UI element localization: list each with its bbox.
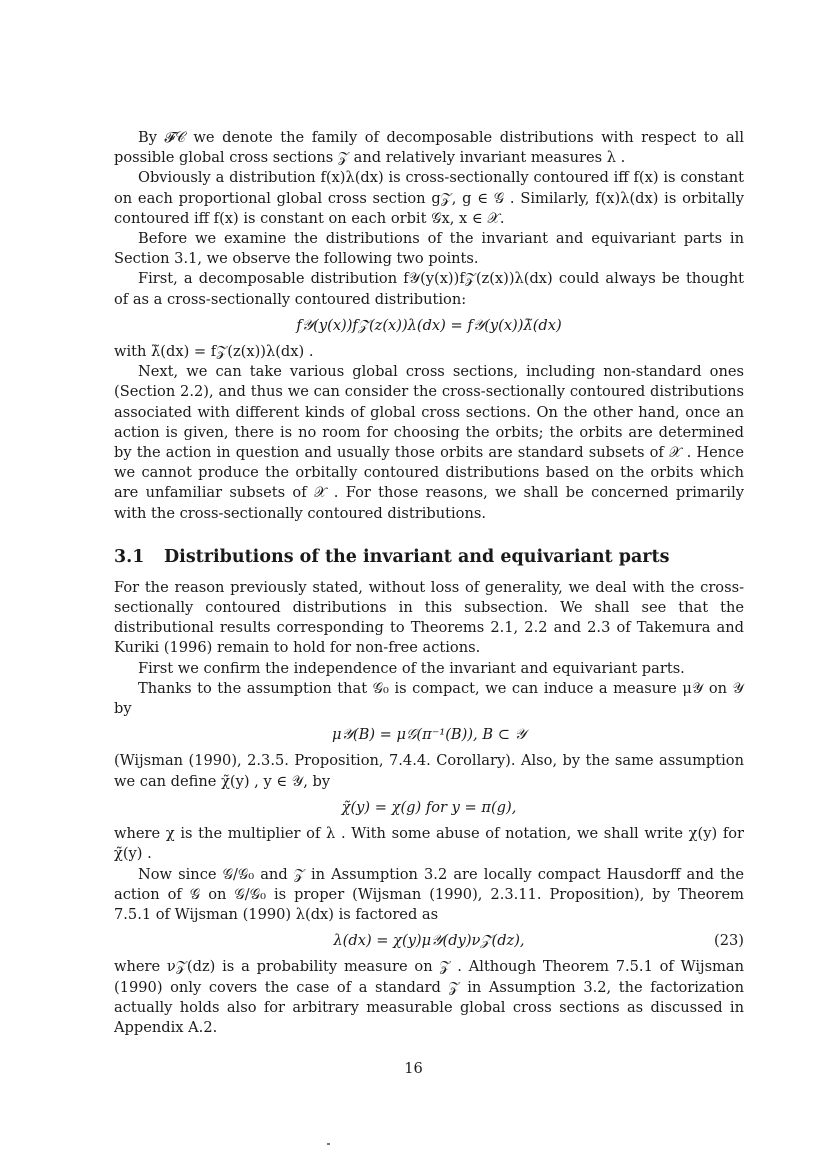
paragraph: Obviously a distribution f(x)λ(dx) is cross-sectionally contoured iff f(x) is constant on each proportional global cross section g𝒵, g ∈ 𝒢 . Similarly, f(x)λ(dx) is orbitally contoured iff f(x) is constant on each orbit 𝒢x, x ∈ 𝒳. [114,169,744,227]
paragraph: where ν𝒵(dz) is a probability measure on 𝒵 . Although Theorem 7.5.1 of Wijsman (1990) only covers the case of a standard 𝒵 in Assumption 3.2, the factorization actually holds also for arbitrary measurable global cross sections as discussed in Appendix A.2. [114,958,744,1036]
paragraph: Next, we can take various global cross sections, including non-standard ones (Section 2.2), and thus we can consider the cross-sectionally contoured distributions associated with different kinds of global cross sections. On the other hand, once an action is given, there is no room for choosing the orbits; the orbits are determined by the action in question and usually those orbits are standard subsets of 𝒳 . Hence we cannot produce the orbitally contoured distributions based on the orbits which are unfamiliar subsets of 𝒳 . For those reasons, we shall be concerned primarily with the cross-sectionally contoured distributions. [114,363,744,522]
equation: f𝒴(y(x))f𝒵(z(x))λ(dx) = f𝒴(y(x))λ̃(dx) [296,316,562,334]
paragraph: (Wijsman (1990), 2.3.5. Proposition, 7.4.4. Corollary). Also, by the same assumption we can define χ̃(y) , y ∈ 𝒴, by [114,752,744,790]
scan-speck [327,1143,330,1145]
paragraph: Thanks to the assumption that 𝒢₀ is compact, we can induce a measure μ𝒴 on 𝒴 by [114,679,744,718]
paragraph: By 𝓕𝒞 we denote the family of decomposable distributions with respect to all possible global cross sections 𝒵 and relatively invariant measures λ . [114,129,744,167]
equation: μ𝒴(B) = μ𝒢(π⁻¹(B)), B ⊂ 𝒴 [331,726,526,744]
page-body [114,128,744,1038]
section-number: 3.1 [114,546,145,567]
section-title: Distributions of the invariant and equivariant parts [164,546,670,567]
paragraph: First we confirm the independence of the invariant and equivariant parts. [138,659,685,677]
equation-number: (23) [714,932,744,950]
equation-numbered: λ(dx) = χ(y)μ𝒴(dy)ν𝒵(dz), (23) [114,931,744,951]
section-heading [114,546,744,568]
paragraph: For the reason previously stated, without loss of generality, we deal with the cross-sectionally contoured distributions in this subsection. We shall see that the distributional results corresponding to Theorems 2.1, 2.2 and 2.3 of Takemura and Kuriki (1996) remain to hold for non-free actions. [114,578,744,657]
paragraph: Now since 𝒢/𝒢₀ and 𝒵 in Assumption 3.2 are locally compact Hausdorff and the action of 𝒢 on 𝒢/𝒢₀ is proper (Wijsman (1990), 2.3.11. Proposition), by Theorem 7.5.1 of Wijsman (1990) λ(dx) is factored as [114,865,744,923]
equation: χ̃(y) = χ(g) for y = π(g), [341,798,517,816]
paragraph: First, a decomposable distribution f𝒴(y(x))f𝒵(z(x))λ(dx) could always be thought of as a cross-sectionally contoured distribution: [114,270,744,308]
paragraph: Before we examine the distributions of the invariant and equivariant parts in Section 3.1, we observe the following two points. [114,230,744,268]
paragraph: with λ̃(dx) = f𝒵(z(x))λ(dx) . [114,343,314,361]
paragraph: where χ is the multiplier of λ . With some abuse of notation, we shall write χ(y) for χ̃(y) . [114,825,744,863]
page-number: 16 [404,1060,423,1077]
